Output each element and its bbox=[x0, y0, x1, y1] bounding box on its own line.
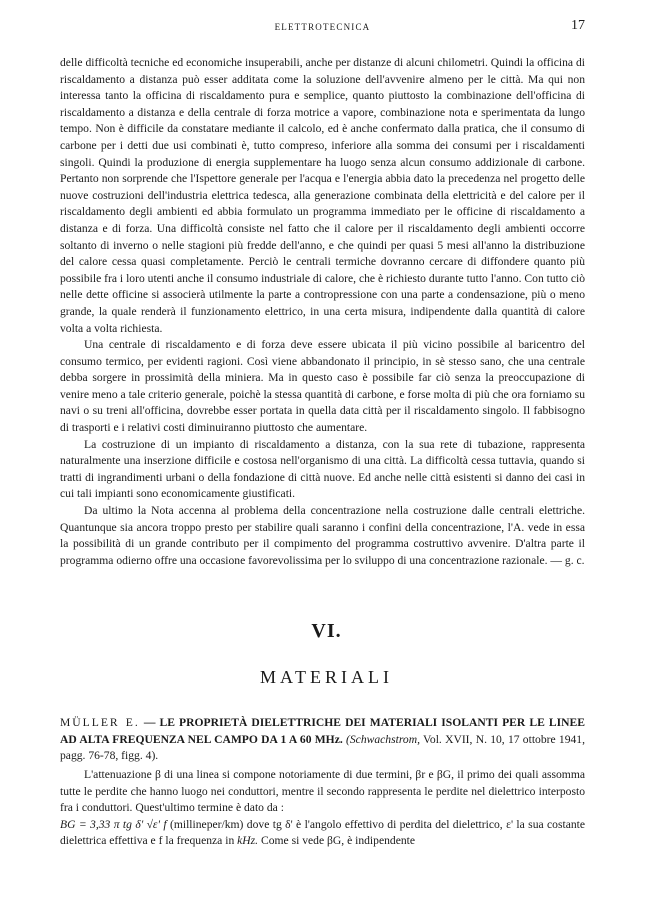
reference-title: — LE PROPRIETÀ DIELETTRICHE DEI MATERIALI ISOLANTI PER LE LINEE AD ALTA FREQUENZA NEL CAMPO DA 1 A 60 MHz. bbox=[60, 716, 585, 746]
paragraph: L'attenuazione β di una linea si compone notoriamente di due termini, βr e βG, il primo dei quali assomma tutte le perdite che hanno luogo nei conduttori, mentre il secondo rappresenta le perdite nel dielettrico interposto fra i conduttori. Quest'ultimo termine è dato da : bbox=[60, 768, 585, 815]
page-number: 17 bbox=[571, 18, 585, 33]
reference-details: Vol. XVII, N. 10, 17 ottobre 1941, pagg. 76-78, figg. 4). bbox=[60, 732, 585, 763]
body-text bbox=[60, 55, 585, 569]
article-text bbox=[60, 767, 585, 850]
unit-khz: kHz. bbox=[237, 834, 259, 848]
formula-text: dove tg δ' è l'angolo effettivo di perdita del dielettrico, ε' la sua costante dielettrica effettiva e f la frequenza in bbox=[60, 817, 586, 848]
paragraph: delle difficoltà tecniche ed economiche insuperabili, anche per distanze di alcuni chilometri. Quindi la officina di riscaldamento a distanza può esser additata come la soluzione dell'avvenire almeno per le città. Ma qui non interessa tanto la officina di riscaldamento pura e semplice, quanto piuttosto la combinazione dell'officina di riscaldamento a distanza e della centrale di forza motrice a vapore, combinazione nota e sperimentata da lungo tempo. Non è difficile da constatare mediante il calcolo, ed è anche confermato dalla pratica, che il consumo di carbone per i detti due usi combinati è, tutto compreso, inferiore alla somma dei consumi per i riscaldamenti singoli. Quindi la produzione di energia supplementare ha luogo senza alcun consumo addizionale di carbone. Pertanto non sorprende che l'Ispettore generale per l'acqua e l'energia abbia dato la precedenza nel progetto delle nuove costruzioni dell'industria elettrica tedesca, alla generazione combinata della elettricità e del calore per il riscaldamento degli ambienti ed abbia formulato un programma immediato per le officine di riscaldamento a distanza e di forza. Una difficoltà consiste nel fatto che il calore per il riscaldamento degli ambienti occorre soltanto di inverno o nelle stagioni più fredde dell'anno, e che quindi per quasi 5 mesi all'anno la distribuzione del calore cessa quasi completamente. Perciò le centrali termiche dovranno cercare di diffondere quanto più possibile fra i loro utenti anche il consumo industriale di calore, che è richiesto durante tutto l'anno. Con tutto ciò nelle dette officine si associerà utilmente la parte a contropressione con una parte a condensazione, più o meno grande, la quale renderà il funzionamento elettrico, in una certa misura, indipendente dalla quantità di calore volta a volta richiesta. bbox=[60, 56, 585, 335]
formula: BG = 3,33 π tg δ' √ε' f bbox=[60, 817, 167, 831]
running-header bbox=[60, 18, 585, 40]
running-title: ELETTROTECNICA bbox=[274, 22, 371, 32]
section-numeral: VI. bbox=[311, 620, 342, 642]
section-title: MATERIALI bbox=[260, 667, 393, 687]
reference-journal: (Schwachstrom, bbox=[346, 732, 420, 746]
formula-line bbox=[60, 817, 585, 850]
paragraph: Una centrale di riscaldamento e di forza deve essere ubicata il più vicino possibile al baricentro del consumo termico, per evidenti ragioni. Così viene abbandonato il principio, in sè stesso sano, che una centrale debba sorgere in prossimità della miniera. Ma in questo caso è possibile far ciò senza la preoccupazione di venire meno a tale criterio generale, poichè la stessa quantità di carbone, e forse molta di più che ora forniamo su navi o su treni all'officina, dovrebbe esser portata in quella data città per il riscaldamento singolo. Il fabbisogno di trasporti e i relativi costi diminuiranno piuttosto che aumentare. bbox=[60, 338, 585, 435]
paragraph: Da ultimo la Nota accenna al problema della concentrazione nella costruzione dalle centrali elettriche. Quantunque sia ancora troppo presto per stabilire quali saranno i confini della concentrazione, l'A. vede in essa la possibilità di un grande contributo per il compimento del programma costruttivo avvenire. D'altra parte il programma odierno offre una occasione favorevolissima per lo sviluppo di una concentrazione razionale. — g. c. bbox=[60, 504, 585, 567]
formula-text-end: Come si vede βG, è indipendente bbox=[261, 834, 416, 848]
formula-unit: (millineper/km) bbox=[169, 817, 244, 831]
reference-author: MÜLLER E. bbox=[60, 716, 140, 729]
paragraph: La costruzione di un impianto di riscaldamento a distanza, con la sua rete di tubazione, rappresenta naturalmente una inserzione difficile e costosa nell'organismo di una città. La difficoltà cessa tuttavia, quando si tratti di ingrandimenti urbani o della fondazione di città nuove. Ed anche nelle città esistenti si danno dei casi in cui tali impianti sono economicamente giustificati. bbox=[60, 437, 585, 501]
bibliographic-reference bbox=[60, 715, 585, 765]
